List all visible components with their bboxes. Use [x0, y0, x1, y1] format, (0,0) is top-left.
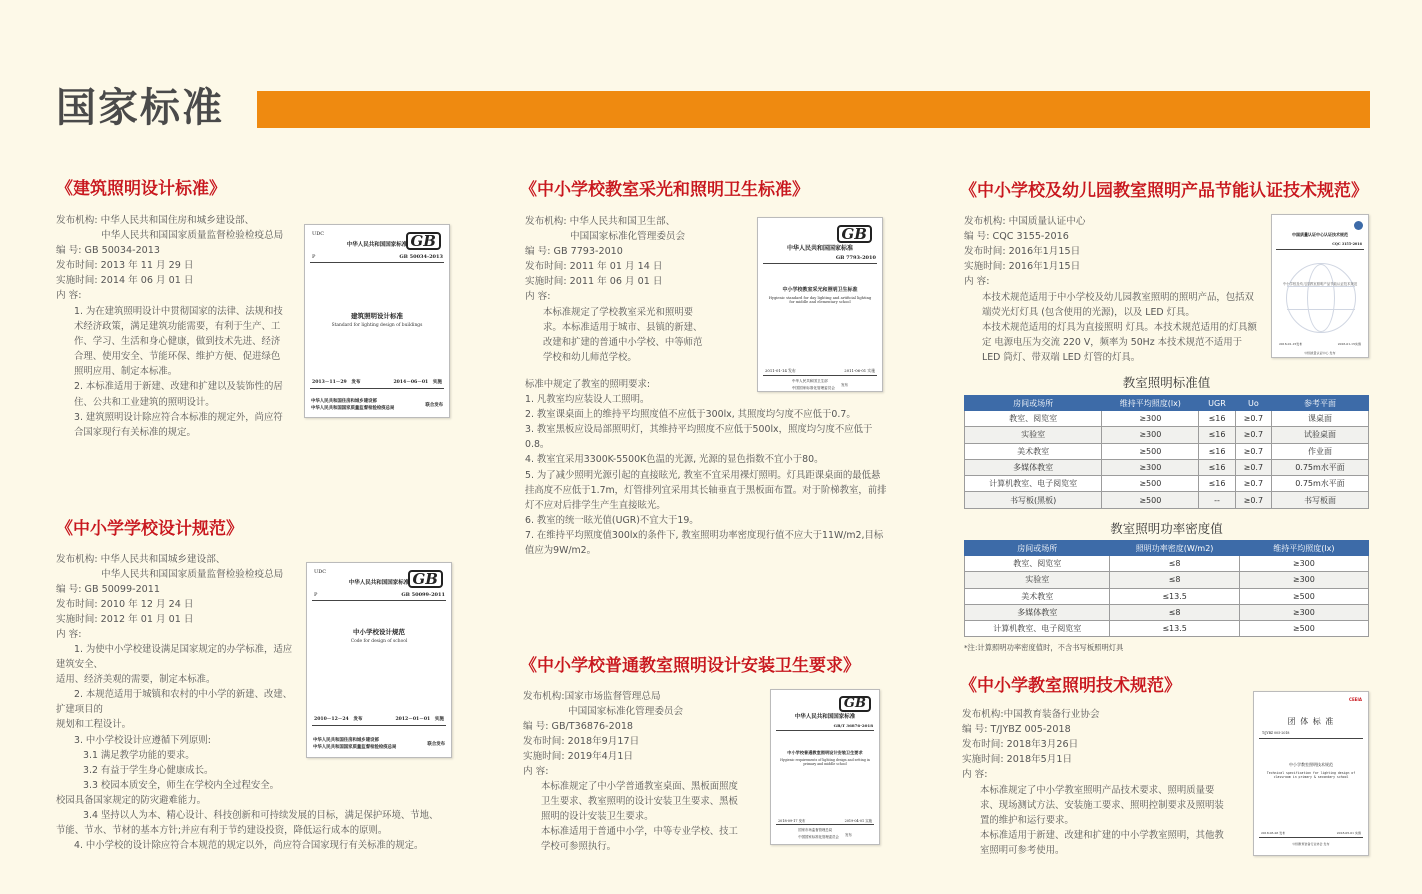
- ceeia-logo-icon: CEEIA: [1349, 697, 1362, 702]
- std-title-school-design: 《中小学学校设计规范》: [56, 519, 243, 539]
- table-row: 多媒体教室 ≥300 ≤16 ≥0.7 0.75m水平面: [965, 459, 1369, 475]
- std-meta-building-lighting: [56, 213, 296, 304]
- page-title: 国家标准: [56, 85, 224, 131]
- std-requirements-list: 标准中规定了教室的照明要求: 1. 凡教室均应装设人工照明。 2. 教室课桌面上的维持平均照度值不应低于300lx, 其照度均匀度不应低于0.7。 3. 教室黑板应设局部照明灯，其维持平均照度不应低于500lx，照度均匀度不应低于0.8。 4. 教室宜采用3300K-5500K色温的光源, 光源的显色指数不宜小于80。 5. 为了减少照明光源引起的直接眩光, 教室不宜采用裸灯照明。灯具距课桌面的最低悬挂高度不应低于1.7m，灯管排列宜采用其长轴垂直于黑板面布置。对于阶梯教室，前排灯不应对后排学生产生直接眩光。 6. 教室的统一眩光值(UGR)不宜大于19。 7. 在维持平均照度值300lx的条件下, 教室照明功率密度现行值不应大于11W/m2,目标值应为9W/m2。: [525, 379, 887, 557]
- meta-impl-date: 实施时间: 2014 年 06 月 01 日: [56, 275, 194, 287]
- std-body-classroom-lighting-install: 本标准规定了中小学普通教室桌面、黑板面照度卫生要求、教室照明的设计安装卫生要求、黑板照明的设计安装卫生要求。 本标准适用于普通中小学，中等专业学校、技工学校可参照执行。: [541, 781, 738, 853]
- std-body-building-lighting: [56, 304, 288, 440]
- table-row: 实验室 ≥300 ≤16 ≥0.7 试验桌面: [965, 427, 1369, 443]
- std-body-energy-cert: 本技术规范适用于中小学校及幼儿园教室照明的照明产品，包括双端荧光灯灯具 (包含使用的光源)，以及 LED 灯具。 本技术规范适用的灯具为直接照明 灯具。本技术规范适用的灯具额定 电源电压为交流 220 V，频率为 50Hz 本技术规范不适用于 LED 筒灯、带双端 LED 灯管的灯具。: [982, 292, 1257, 364]
- table-row: 实验室 ≤8 ≥300: [965, 572, 1369, 588]
- std-intro-classroom-lighting-hygiene: 本标准规定了学校教室采光和照明要求。本标准适用于城市、县镇的新建、改建和扩建的普通中小学校、中等师范学校和幼儿师范学校。: [543, 307, 703, 364]
- table-title-illuminance: 教室照明标准值: [1122, 375, 1211, 390]
- std-meta-classroom-lighting-install: 发布机构:国家市场监督管理总局 中国国家标准化管理委员会 编 号: GB/T36876-2018 发布时间: 2018年9月17日 实施时间: 2019年4月1日 内 容:: [523, 691, 684, 778]
- body-paragraph: 2. 本标准适用于新建、改建和扩建以及装饰性的居住、公共和工业建筑的照明设计。: [74, 381, 283, 408]
- std-meta-classroom-tech-spec: 发布机构:中国教育装备行业协会 编 号: T/JYBZ 005-2018 发布时间: 2018年3月26日 实施时间: 2018年5月1日 内 容:: [962, 709, 1100, 781]
- meta-publisher-2: 中华人民共和国国家质量监督检验检疫总局: [101, 230, 284, 242]
- std-meta-classroom-lighting-hygiene: 发布机构: 中华人民共和国卫生部、 中国国家标准化管理委员会 编 号: GB 7793-2010 发布时间: 2011 年 01 月 14 日 实施时间: 2011 年 06 月 01 日 内 容:: [525, 216, 686, 303]
- cover-image-cqc3155: 中国质量认证中心认证技术规范 CQC 3155-2016 中小学校及幼儿园教室照明产品节能认证技术规范 2016-01-15发布 2016-01-15实施 中国质量认证中心 发布: [1271, 214, 1369, 358]
- std-body-classroom-tech-spec: 本标准规定了中小学教室照明产品技术要求、照明质量要求、现场测试方法、安装施工要求、照明控制要求及照明装置的维护和运行要求。 本标准适用于新建、改建和扩建的中小学教室照明，其他教室照明可参考使用。: [980, 785, 1224, 857]
- std-title-classroom-lighting-install: 《中小学校普通教室照明设计安装卫生要求》: [520, 656, 860, 676]
- meta-issue-date: 发布时间: 2013 年 11 月 29 日: [56, 260, 194, 272]
- meta-content-label: 内 容:: [56, 290, 82, 302]
- table-row: 教室、阅览室 ≤8 ≥300: [965, 556, 1369, 572]
- table-header-row: 房间或场所 照明功率密度(W/m2) 维持平均照度(lx): [965, 541, 1369, 556]
- table-row: 计算机教室、电子阅览室 ≤13.5 ≥500: [965, 621, 1369, 637]
- std-title-building-lighting: 《建筑照明设计标准》: [56, 179, 226, 199]
- cover-image-gb50099: UDC 中华人民共和国国家标准 GB P GB 50099-2011 中小学校设计规范 Code for design of school 2010－12－24 发布 2012－01－01 实施 中华人民共和国住房和城乡建设部 中华人民共和国国家质量监督检验检疫总局 联合发布: [306, 562, 452, 758]
- meta-code: 编 号: GB 50034-2013: [56, 245, 160, 257]
- table-row: 书写板(黑板) ≥500 -- ≥0.7 书写板面: [965, 492, 1369, 508]
- cover-image-tjybz005: CEEIA 团 体 标 准 T/JYBZ 005-2018 中小学教室照明技术规范 Technical specification for lighting design of classroom in primary & secondary school 2018-03-26 发布 2018-05-01 实施 中国教育装备行业协会 发布: [1253, 691, 1369, 856]
- illuminance-standard-table: [964, 395, 1369, 509]
- std-title-classroom-lighting-hygiene: 《中小学校教室采光和照明卫生标准》: [520, 180, 809, 200]
- globe-watermark-icon: [1286, 263, 1356, 333]
- title-accent-bar: [257, 91, 1370, 128]
- table-row: 计算机教室、电子阅览室 ≥500 ≤16 ≥0.7 0.75m水平面: [965, 476, 1369, 492]
- body-paragraph: 3. 建筑照明设计除应符合本标准的规定外，尚应符合国家现行有关标准的规定。: [74, 411, 283, 438]
- body-paragraph: 1. 为在建筑照明设计中贯彻国家的法律、法规和技术经济政策，满足建筑功能需要，有利于生产、工作、学习、生活和身心健康，做到技术先进、经济合理、使用安全、节能环保、维护方便、促进绿色照明应用、制定本标准。: [74, 306, 283, 378]
- table-footnote: *注:计算照明功率密度值时，不含书写板照明灯具: [964, 643, 1124, 652]
- table-row: 多媒体教室 ≤8 ≥300: [965, 604, 1369, 620]
- std-meta-school-design: 发布机构: 中华人民共和国城乡建设部、 中华人民共和国国家质量监督检验检疫总局 编 号: GB 50099-2011 发布时间: 2010 年 12 月 24 日 实施时间: 2012 年 01 月 01 日 内 容:: [56, 554, 284, 641]
- table-header-row: 房间或场所 维持平均照度(lx) UGR Uo 参考平面: [965, 396, 1369, 411]
- std-title-energy-cert: 《中小学校及幼儿园教室照明产品节能认证技术规范》: [960, 181, 1368, 201]
- meta-publisher: 发布机构: 中华人民共和国住房和城乡建设部、: [56, 215, 255, 226]
- cover-image-gbt36876: GB 中华人民共和国国家标准 GB/T 36876-2018 中小学校普通教室照明设计安装卫生要求 Hygienic requirements of lighting design and setting in primary and middle school 2018-09-17 发布 2019-04-01 实施 国家市场监督管理总局 中国国家标准化管理委员会 发布: [770, 689, 880, 845]
- cover-image-gb50034: UDC 中华人民共和国国家标准 GB P GB 50034-2013 建筑照明设计标准 Standard for lighting design of buildings 2013－11－29 发布 2014－06－01 实施 中华人民共和国住房和城乡建设部 中华人民共和国国家质量监督检验检疫总局 联合发布: [304, 224, 450, 418]
- std-title-classroom-tech-spec: 《中小学教室照明技术规范》: [960, 676, 1181, 696]
- table-title-power-density: 教室照明功率密度值: [1110, 521, 1223, 536]
- table-row: 教室、阅览室 ≥300 ≤16 ≥0.7 课桌面: [965, 411, 1369, 427]
- cqc-logo-icon: [1354, 221, 1363, 230]
- power-density-table: [964, 540, 1369, 637]
- std-meta-energy-cert: 发布机构: 中国质量认证中心 编 号: CQC 3155-2016 发布时间: 2016年1月15日 实施时间: 2016年1月15日 内 容:: [964, 216, 1086, 288]
- std-body-school-design: 1. 为使中小学校建设满足国家规定的办学标准，适应 建筑安全、 适用、经济美观的需要，制定本标准。 2. 本规范适用于城镇和农村的中小学的新建、改建、 扩建项目的 规划和工程设计。 3. 中小学校设计应遵循下列原则: 3.1 满足教学功能的要求。 3.2 有益于学生身心健康成长。 3.3 校园本质安全，师生在学校内全过程安全。 校园具备国家规定的防灾避难能力。 3.4 坚持以人为本、精心设计、科技创新和可持续发展的目标，满足保护环境、节地、 节能、节水、节材的基本方针;并应有利于节约建设投资，降低运行成本的原则。 4. 中小学校的设计除应符合本规范的规定以外，尚应符合国家现行有关标准的规定。: [56, 644, 439, 852]
- table-row: 美术教室 ≤13.5 ≥500: [965, 588, 1369, 604]
- table-row: 美术教室 ≥500 ≤16 ≥0.7 作业面: [965, 443, 1369, 459]
- cover-image-gb7793: GB 中华人民共和国国家标准 GB 7793-2010 中小学校教室采光和照明卫生标准 Hygienic standard for day lighting and artificial lighting for middle and elementary school 2011-01-14 发布 2011-06-01 实施 中华人民共和国卫生部 中国国家标准化管理委员会 发布: [757, 217, 883, 392]
